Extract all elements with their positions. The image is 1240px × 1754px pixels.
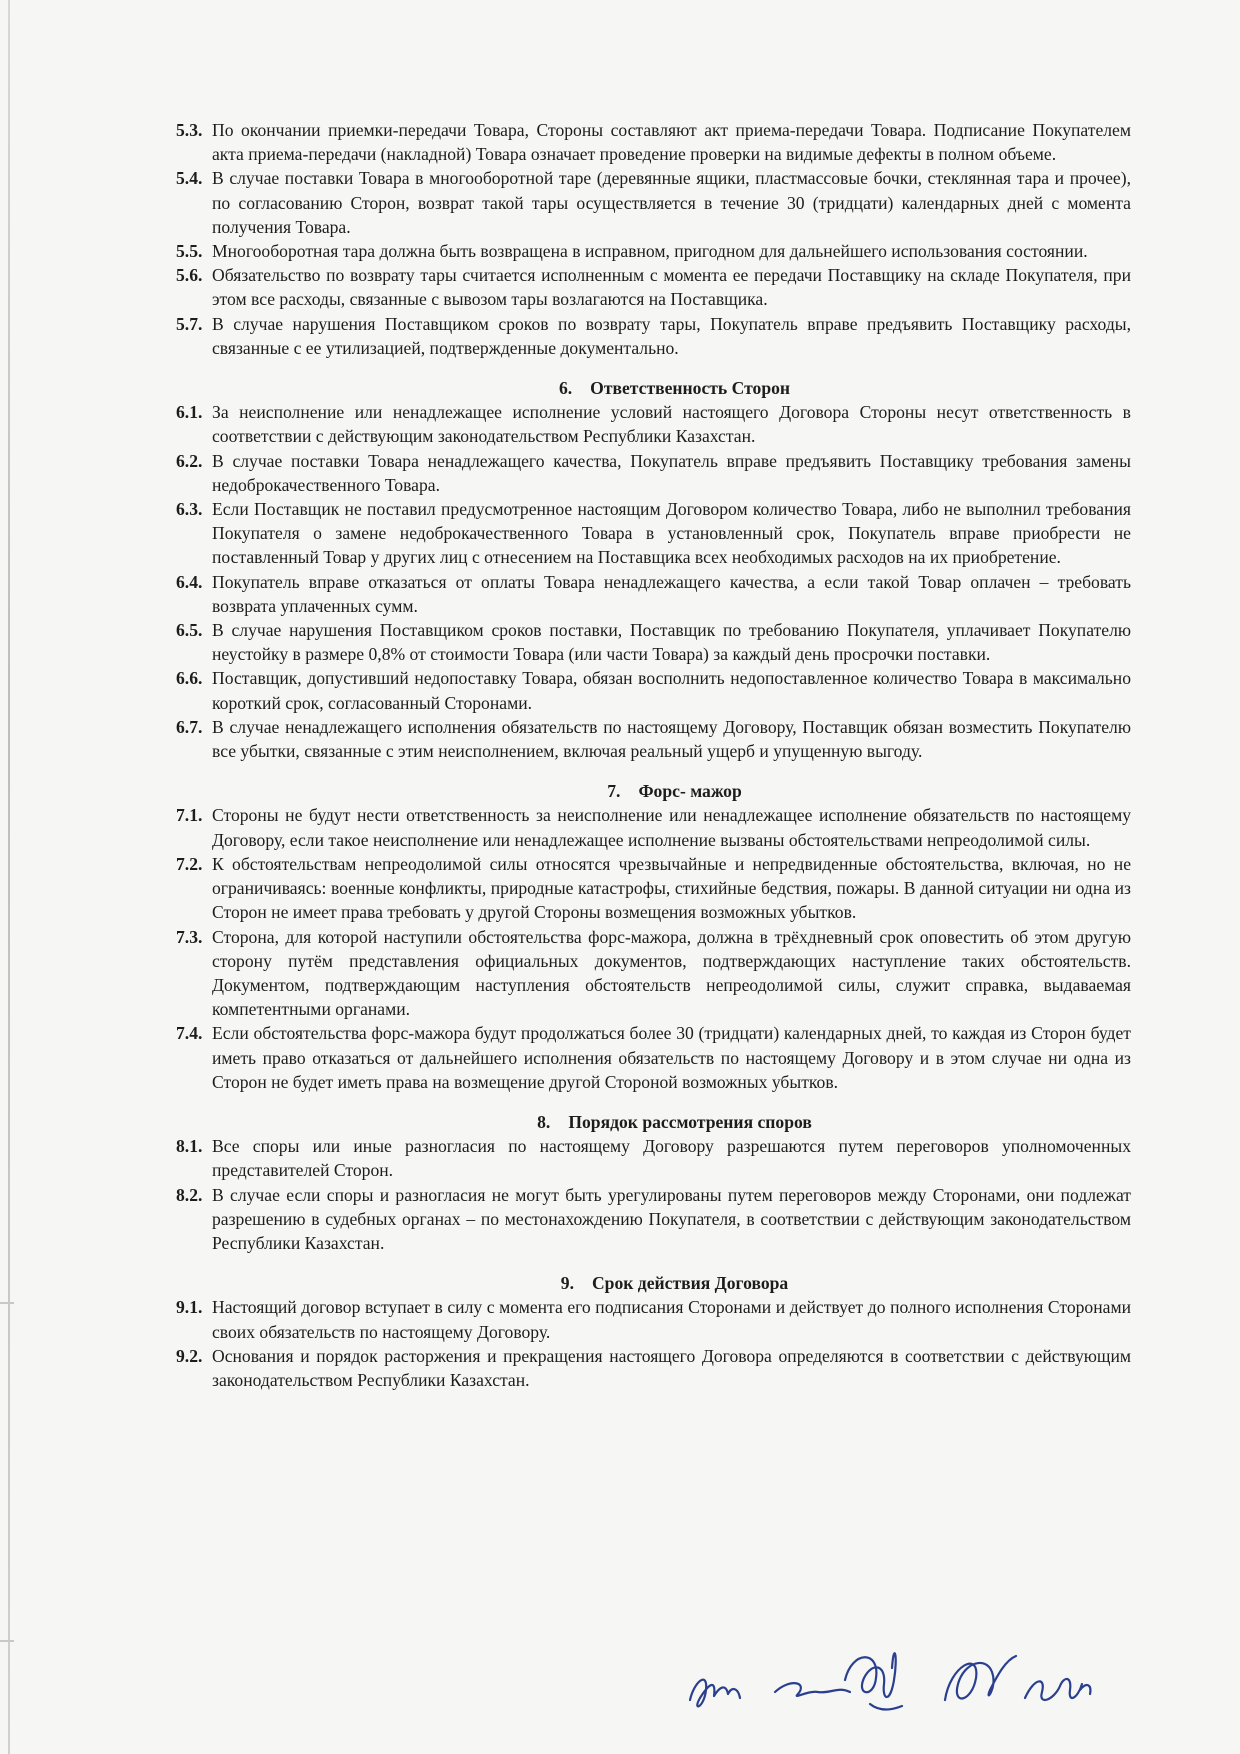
section-number: 9. bbox=[560, 1273, 574, 1294]
clause-7-3 bbox=[178, 925, 1131, 1022]
signature-1 bbox=[690, 1680, 740, 1707]
clause-text: Многооборотная тара должна быть возвращена в исправном, пригодном для дальнейшего использования состоянии. bbox=[212, 241, 1088, 262]
section-number: 6. bbox=[558, 378, 573, 399]
clause-text: В случае ненадлежащего исполнения обязательств по настоящему Договору, Поставщик обязан возместить Покупателю все убытки, связанные с этим неисполнением, включая реальный ущерб и упущенную выгоду. bbox=[212, 716, 1131, 762]
clause-text: Сторона, для которой наступили обстоятельства форс-мажора, должна в трёхдневный срок оповестить об этом другую сторону путём представления официальных документов, подтверждающих наступление таких обстоятельств. Документом, подтверждающим наступления обстоятельств непреодолимой силы, служит справка, выдаваемая компетентными органами. bbox=[212, 926, 1131, 1020]
clause-text: Основания и порядок расторжения и прекращения настоящего Договора определяются в соответствии с действующим законодательством Республики Казахстан. bbox=[212, 1345, 1131, 1390]
section-title: Порядок рассмотрения споров bbox=[568, 1111, 812, 1132]
clause-text: Обязательство по возврату тары считается исполненным с момента ее передачи Поставщику на складе Покупателя, при этом все расходы, связанные с вывозом тары возлагаются на Поставщика. bbox=[212, 265, 1131, 310]
section-title: Ответственность Сторон bbox=[590, 378, 791, 399]
clause-5-5 bbox=[178, 239, 1131, 263]
clause-text: Если Поставщик не поставил предусмотренное настоящим Договором количество Товара, либо не выполнил требования Покупателя о замене недоброкачественного Товара в установленный срок, Покупатель вправе приобрести не поставленный Товар у других лиц с отнесением на Поставщика всех необходимых расходов на их приобретение. bbox=[212, 499, 1131, 568]
clause-number: 8.2. bbox=[176, 1184, 203, 1205]
clause-6-6 bbox=[178, 666, 1131, 714]
section-title: Форс- мажор bbox=[638, 781, 742, 802]
clause-number: 7.2. bbox=[176, 853, 203, 874]
clause-5-3 bbox=[178, 118, 1131, 166]
clause-number: 5.7. bbox=[176, 313, 203, 334]
section-title: Срок действия Договора bbox=[591, 1273, 789, 1294]
clause-6-7 bbox=[178, 715, 1131, 763]
clause-6-2 bbox=[178, 449, 1131, 497]
clause-8-1 bbox=[178, 1134, 1131, 1182]
clause-number: 7.4. bbox=[176, 1023, 203, 1044]
section-8-heading bbox=[178, 1110, 1131, 1134]
clause-number: 9.2. bbox=[176, 1345, 203, 1366]
clause-number: 5.6. bbox=[176, 265, 203, 286]
section-9-heading bbox=[178, 1271, 1131, 1295]
clause-number: 5.3. bbox=[176, 120, 203, 140]
clause-6-5 bbox=[178, 618, 1131, 666]
clause-number: 7.1. bbox=[176, 805, 203, 826]
clause-text: К обстоятельствам непреодолимой силы относятся чрезвычайные и непредвиденные обстоятельства, включая, но не ограничиваясь: военные конфликты, природные катастрофы, стихийные бедствия, пожары. В данной ситуации ни одна из Сторон не имеет права требовать у другой Стороны возмещения возможных убытков. bbox=[212, 853, 1131, 923]
clause-5-6 bbox=[178, 263, 1131, 311]
clause-6-4 bbox=[178, 570, 1131, 618]
section-number: 7. bbox=[607, 781, 621, 802]
clause-text: Все споры или иные разногласия по настоящему Договору разрешаются путем переговоров уполномоченных представителей Сторон. bbox=[212, 1136, 1131, 1181]
clause-number: 5.5. bbox=[176, 241, 203, 262]
clause-text: Поставщик, допустивший недопоставку Товара, обязан восполнить недопоставленное количество Товара в максимально короткий срок, согласованный Сторонами. bbox=[212, 668, 1131, 713]
clause-text: Если обстоятельства форс-мажора будут продолжаться более 30 (тридцати) календарных дней, то каждая из Сторон будет иметь право отказаться от дальнейшего исполнения обязательств по настоящему Договору и в этом случае ни одна из Сторон не будет иметь права на возмещение другой Стороной возможных убытков. bbox=[212, 1023, 1131, 1092]
clause-number: 5.4. bbox=[176, 168, 203, 189]
clause-6-3 bbox=[178, 497, 1131, 570]
signature-2 bbox=[775, 1683, 850, 1696]
clause-7-4 bbox=[178, 1021, 1131, 1094]
clause-number: 6.3. bbox=[176, 499, 203, 520]
section-7-heading bbox=[178, 779, 1131, 803]
clause-text: В случае нарушения Поставщиком сроков поставки, Поставщик по требованию Покупателя, уплачивает Покупателю неустойку в размере 0,8% от стоимости Товара (или части Товара) за каждый день просрочки поставки. bbox=[212, 620, 1131, 665]
clause-text: За неисполнение или ненадлежащее исполнение условий настоящего Договора Стороны несут ответственность в соответствии с действующим законодательством Республики Казахстан. bbox=[212, 402, 1131, 447]
scan-page-edge bbox=[8, 0, 10, 1754]
clause-text: Настоящий договор вступает в силу с момента его подписания Сторонами и действует до полного исполнения Сторонами своих обязательств по настоящему Договору. bbox=[212, 1297, 1131, 1342]
signatures-area bbox=[680, 1620, 1140, 1730]
clause-text: В случае нарушения Поставщиком сроков по возврату тары, Покупатель вправе предъявить Поставщику расходы, связанные с ее утилизацией, подтвержденные документально. bbox=[212, 313, 1131, 358]
clause-text: Стороны не будут нести ответственность за неисполнение или ненадлежащее исполнение обязательств по настоящему Договору, если такое неисполнение или ненадлежащее исполнение вызваны обстоятельствами непреодолимой силы. bbox=[212, 805, 1131, 850]
clause-number: 6.1. bbox=[176, 402, 203, 423]
clause-number: 6.6. bbox=[176, 668, 203, 689]
signature-4 bbox=[945, 1656, 1016, 1700]
scan-mark bbox=[0, 1640, 14, 1642]
clause-7-2 bbox=[178, 852, 1131, 925]
signature-3 bbox=[845, 1653, 902, 1709]
clause-8-2 bbox=[178, 1183, 1131, 1256]
signature-5 bbox=[1025, 1679, 1090, 1700]
contract-page bbox=[178, 118, 1131, 1392]
clause-number: 6.7. bbox=[176, 716, 203, 737]
clause-6-1 bbox=[178, 400, 1131, 448]
clause-9-1 bbox=[178, 1295, 1131, 1343]
scan-mark bbox=[0, 1302, 14, 1304]
clause-text: Покупатель вправе отказаться от оплаты Товара ненадлежащего качества, а если такой Товар оплачен – требовать возврата уплаченных сумм. bbox=[212, 571, 1131, 616]
clause-5-4 bbox=[178, 166, 1131, 239]
clause-5-7 bbox=[178, 312, 1131, 360]
clause-text: В случае поставки Товара ненадлежащего качества, Покупатель вправе предъявить Поставщику требования замены недоброкачественного Товара. bbox=[212, 450, 1131, 495]
clause-9-2 bbox=[178, 1344, 1131, 1392]
handwritten-signatures bbox=[680, 1620, 1140, 1730]
clause-number: 9.1. bbox=[176, 1297, 203, 1318]
clause-text: В случае поставки Товара в многооборотной таре (деревянные ящики, пластмассовые бочки, стеклянная тара и прочее), по согласованию Сторон, возврат такой тары осуществляется в течение 30 (тридцати) календарных дней с момента получения Товара. bbox=[212, 168, 1131, 237]
clause-number: 7.3. bbox=[176, 926, 203, 947]
section-6-heading bbox=[178, 376, 1131, 400]
clause-7-1 bbox=[178, 803, 1131, 851]
clause-number: 6.2. bbox=[176, 450, 203, 471]
clause-number: 8.1. bbox=[176, 1136, 203, 1157]
clause-number: 6.5. bbox=[176, 620, 203, 641]
clause-text: В случае если споры и разногласия не могут быть урегулированы путем переговоров между Сторонами, они подлежат разрешению в судебных органах – по местонахождению Покупателя, в соответствии с действующим законодательством Республики Казахстан. bbox=[212, 1184, 1131, 1253]
section-number: 8. bbox=[537, 1111, 551, 1132]
clause-text: По окончании приемки-передачи Товара, Стороны составляют акт приема-передачи Товара. Подписание Покупателем акта приема-передачи (накладной) Товара означает проведение проверки на видимые дефекты в полном объеме. bbox=[212, 120, 1131, 165]
clause-number: 6.4. bbox=[176, 571, 203, 592]
